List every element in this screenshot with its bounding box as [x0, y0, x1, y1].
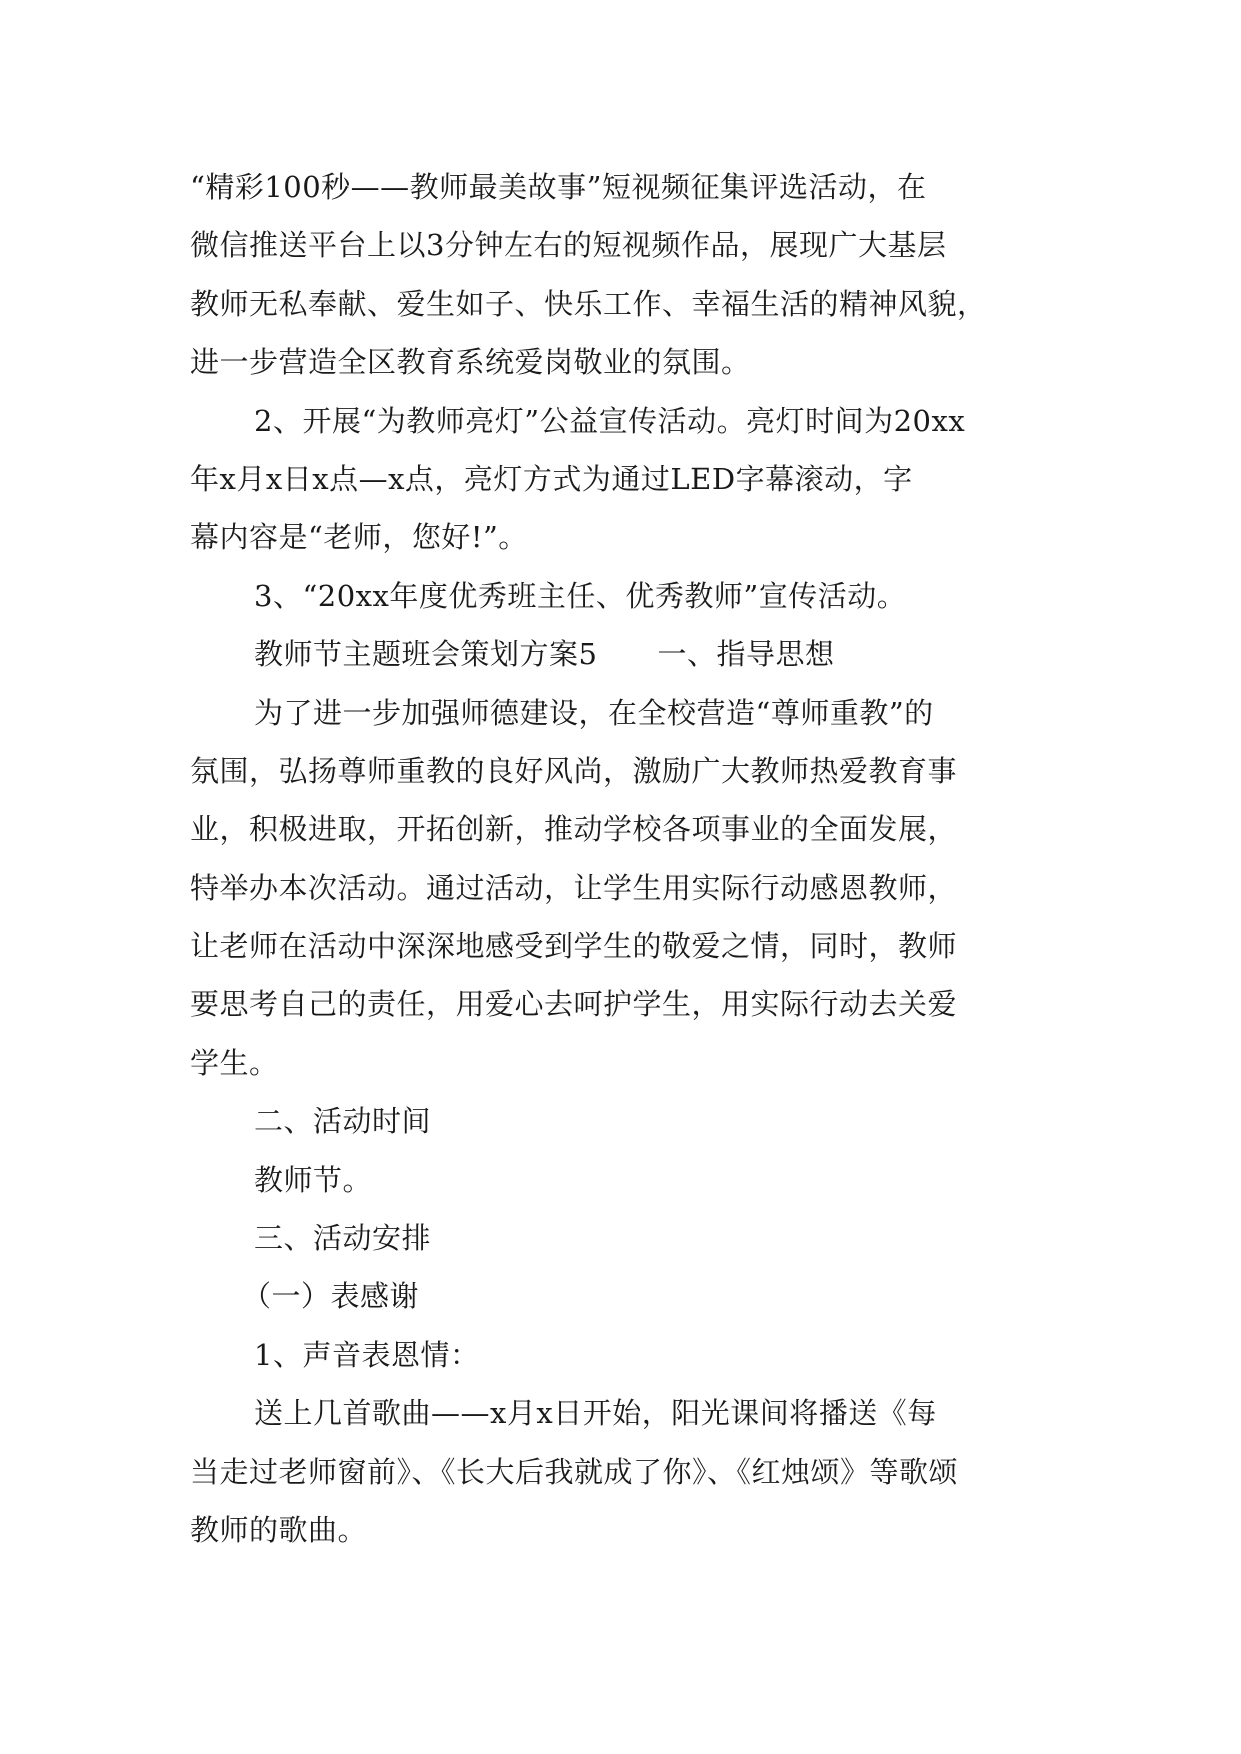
- paragraph-line: “精彩100秒——教师最美故事”短视频征集评选活动，在: [190, 170, 927, 204]
- paragraph-line: 2、开展“为教师亮灯”公益宣传活动。亮灯时间为20xx: [254, 403, 966, 438]
- paragraph-line: 为了进一步加强师德建设，在全校营造“尊师重教”的: [254, 695, 934, 730]
- paragraph-line: 教师无私奉献、爱生如子、快乐工作、幸福生活的精神风貌，: [190, 286, 987, 321]
- document-body: [190, 158, 1052, 1559]
- subsection-heading: （一）表感谢: [242, 1279, 420, 1314]
- item-heading: 1、声音表恩情：: [254, 1337, 480, 1372]
- section-heading: 一、指导思想: [657, 637, 835, 672]
- paragraph-line: 要思考自己的责任，用爱心去呵护学生，用实际行动去关爱: [190, 987, 958, 1022]
- paragraph-line: 业，积极进取，开拓创新，推动学校各项事业的全面发展，: [190, 812, 958, 847]
- paragraph-line: 教师的歌曲。: [190, 1512, 368, 1547]
- paragraph-line: 让老师在活动中深深地感受到学生的敬爱之情，同时，教师: [190, 929, 958, 964]
- paragraph-line: 当走过老师窗前》、《长大后我就成了你》、《红烛颂》等歌颂: [190, 1454, 959, 1489]
- paragraph-line: 氛围，弘扬尊师重教的良好风尚，激励广大教师热爱教育事: [190, 753, 958, 788]
- plan-title: 教师节主题班会策划方案5: [254, 637, 598, 672]
- section-heading: 三、活动安排: [254, 1221, 432, 1256]
- paragraph-line: 送上几首歌曲——x月x日开始，阳光课间将播送《每: [254, 1396, 937, 1431]
- paragraph-line: 学生。: [190, 1045, 279, 1080]
- paragraph-line: 特举办本次活动。通过活动，让学生用实际行动感恩教师，: [190, 870, 958, 905]
- paragraph-line: 3、“20xx年度优秀班主任、优秀教师”宣传活动。: [254, 578, 907, 613]
- paragraph-line: 年x月x日x点—x点，亮灯方式为通过LED字幕滚动，字: [190, 461, 913, 496]
- section-heading-line: [190, 625, 1052, 683]
- section-heading: 二、活动时间: [254, 1104, 432, 1139]
- paragraph-line: 微信推送平台上以3分钟左右的短视频作品，展现广大基层: [190, 228, 947, 263]
- paragraph-line: 教师节。: [254, 1162, 373, 1197]
- paragraph-line: 进一步营造全区教育系统爱岗敬业的氛围。: [190, 345, 751, 380]
- paragraph-line: 幕内容是“老师，您好!”。: [190, 520, 528, 555]
